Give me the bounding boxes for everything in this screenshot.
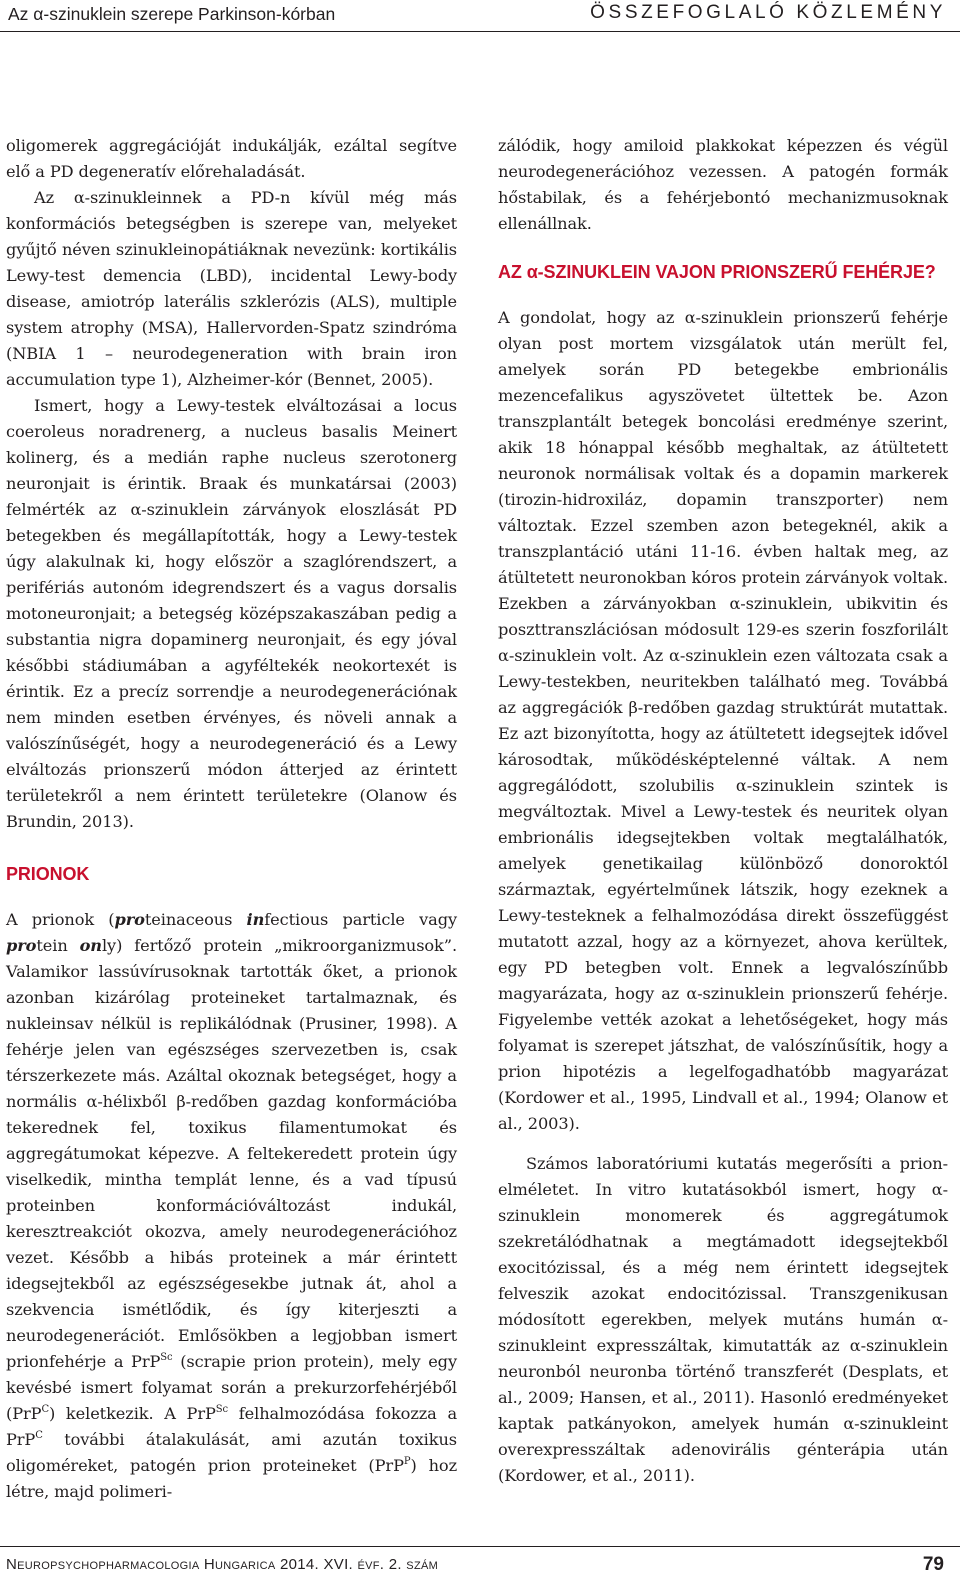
section-label: ÖSSZEFOGLALÓ KÖZLEMÉNY: [590, 2, 946, 23]
right-paragraph-3: Számos laboratóriumi kutatás megerősíti a prion-elméletet. In vitro kutatásokból ismert, hogy α-szinuklein monomerek és aggregátumok szekretálódhatnak a megtámadott idegsejtekből exocitózissal, és a még nem érintett idegsejtek felveszik azokat endocitózissal. Transzgenikusan módosított egerekben, melyek mutáns humán α-szinukleint expresszáltak, kimutatták az α-szinuklein neuronból neuronba történő transzferét (Desplats, et al., 2009; Hansen, et al., 2011). Hasonló eredményeket kaptak patkányokon, amelyek humán α-szinukleint overexpresszáltak adenovirális génterápia után (Kordower, et al., 2011).: [498, 1154, 948, 1485]
p4-text-5: ly) fertőző protein „mikroorganizmusok”. Valamikor lassúvírusoknak tartották őket, a prionok azonban kizárólag proteineket tartalmaznak, és nukleinsav nélkül is replikálódnak (Prusiner, 1998). A fehérje jelen van egészséges szervezetben is, csak térszerkezete más. Azáltal okoznak betegséget, hogy a normális α-hélixből β-redőben gazdag konformációba tekerednek fel, toxikus filamentumokat és aggregátumokat képezve. A feltekeredett protein úgy viselkedik, mintha templát lenne, és a vad típusú proteinben konformációváltozást indukál, keresztreakciót okozva, amely neurodegenerációhoz vezet. Később a hibás proteinek a már érintett idegsejtekből az egészségesekbe jutnak át, ahol a szekvencia ismétlődik, és így kiterjeszti a neurodegenerációt. Emlősökben a legjobban ismert prionfehérje a PrP: [6, 936, 457, 1371]
right-paragraph-2: A gondolat, hogy az α-szinuklein prionszerű fehérje olyan post mortem vizsgálatok után merült fel, amelyek során PD betegekbe embrionális mezencefalikus agyszövetet ültettek be. Azon transzplantált betegek boncolási eredménye szerint, akik 18 hónappal később meghaltak, az átültetett neuronok normálisak voltak és a dopamin markerek (tirozin-hidroxiláz, dopamin transzporter) nem változtak. Ezzel szemben azon betegeknél, akik a transzplantáció utáni 11-16. évben haltak meg, az átültetett neuronokban kóros protein zárványok voltak. Ezekben a zárványokban α-szinuklein, ubikvitin és poszttranszlációsan módosult 129-es szerin foszforilált α-szinuklein volt. Az α-szinuklein ezen változata csak a Lewy-testekben, neuritekben található meg. Továbbá az aggregációk β-redőben gazdag struktúrát mutattak. Ez azt bizonyította, hogy az átültetett idegsejtek idővel károsodtak, működésképtelenné váltak. A nem aggregálódott, szolubilis α-szinuklein szintek is megváltoztak. Mivel a Lewy-testek és neuritek olyan embrionális idegsejtekben voltak megtalálhatók, amelyek genetikailag különböző donoroktól származtak, egyértelműnek látszik, hogy ezeknek a Lewy-testeknek a felhalmozódása direkt összefüggést mutatott azzal, hogy az a környezet, ahova kerültek, egy PD betegben volt. Ennek a legvalószínűbb magyarázata, hogy az α-szinuklein prionszerű fehérje. Figyelembe vették azokat a lehetőségeket, hogy más folyamat is szerepet játszhat, de valószínűsítik, hogy a prion hipotézis a legelfogadhatóbb magyarázat (Kordower et al., 1995, Lindvall et al., 1994; Olanow et al., 2003).: [498, 308, 948, 1133]
section-heading-prionok: PRIONOK: [6, 864, 90, 884]
left-column: [6, 133, 457, 1505]
superscript-sc-2: Sc: [215, 1404, 229, 1415]
superscript-sc: Sc: [160, 1352, 173, 1363]
right-column: [498, 133, 948, 1489]
p4-text-3: fectious particle vagy: [264, 910, 457, 929]
footer-rule: [0, 1546, 960, 1547]
p4-text-7: ) keletkezik. A PrP: [49, 1404, 216, 1423]
acronym-emphasis-pro: pro: [114, 910, 145, 929]
p4-text-10: ) hoz létre, majd polimeri-: [6, 1456, 457, 1501]
p4-text-8: felhalmozódása fokozza a PrP: [6, 1404, 457, 1449]
journal-citation: Neuropsychopharmacologia Hungarica 2014. XVI. évf. 2. szám: [6, 1556, 439, 1573]
left-paragraph-4: [6, 907, 457, 1505]
p4-text-2: teinaceous: [144, 910, 247, 929]
acronym-emphasis-on: on: [79, 936, 102, 955]
p4-text-9: további átalakulását, ami azután toxikus oligoméreket, patogén prion proteineket (PrP: [6, 1430, 457, 1475]
header-rule: [0, 31, 960, 32]
left-paragraph-1: oligomerek aggregációját indukálják, ezáltal segítve elő a PD degeneratív előrehaladását.: [6, 136, 457, 181]
superscript-p: P: [403, 1456, 411, 1467]
superscript-c-2: C: [35, 1430, 43, 1441]
page-number: 79: [922, 1554, 944, 1575]
left-paragraph-3: Ismert, hogy a Lewy-testek elváltozásai a locus coeroleus noradrenerg, a nucleus basalis Meinert kolinerg, és a medián raphe nucleus szerotonerg neuronjait is érintik. Braak és munkatársai (2003) felmérték az α-szinuklein zárványok eloszlását PD betegekben és megállapították, hogy a Lewy-testek úgy alakulnak ki, hogy először a szaglórendszert, a perifériás autonóm idegrendszert és a vagus dorsalis motoneuronjait; a betegség középszakaszában pedig a substantia nigra dopaminerg neuronjait, és egy jóval későbbi stádiumában a agyféltekék neokortexét is érintik. Ez a precíz sorrendje a neurodegenerációnak nem minden esetben érvényes, és növeli annak a valószínűségét, hogy a neurodegeneráció és a Lewy elváltozás prionszerű módon átterjed az érintett területekről a nem érintett területekre (Olanow és Brundin, 2013).: [6, 396, 457, 831]
acronym-emphasis-pro-2: pro: [6, 936, 37, 955]
superscript-c: C: [41, 1404, 49, 1415]
right-paragraph-1: zálódik, hogy amiloid plakkokat képezzen és végül neurodegenerációhoz vezessen. A patogén formák hőstabilak, és a fehérjebontó mechanizmusoknak ellenállnak.: [498, 136, 948, 233]
p4-text-4: tein: [36, 936, 80, 955]
p4-text-1: A prionok (: [6, 910, 115, 929]
acronym-emphasis-in: in: [246, 910, 265, 929]
running-title: Az α-szinuklein szerepe Parkinson-kórban: [8, 4, 336, 24]
p4-text-6: (scrapie prion protein), mely egy kevésbé ismert folyamat során a prekurzorfehérjéből (PrP: [6, 1352, 457, 1423]
left-paragraph-2: Az α-szinukleinnek a PD-n kívül még más konformációs betegségben is szerepe van, melyeket gyűjtő néven szinukleinopátiáknak nevezünk: kortikális Lewy-test demencia (LBD), incidental Lewy-body disease, amiotróp laterális szklerózis (ALS), multiple system atrophy (MSA), Hallervorden-Spatz szindróma (NBIA 1 – neurodegeneration with brain iron accumulation type 1), Alzheimer-kór (Bennet, 2005).: [6, 188, 457, 389]
page-footer: [0, 1546, 960, 1590]
section-heading-prion-like: AZ α-SZINUKLEIN VAJON PRIONSZERŰ FEHÉRJE?: [498, 262, 936, 282]
page-header: [0, 0, 960, 30]
